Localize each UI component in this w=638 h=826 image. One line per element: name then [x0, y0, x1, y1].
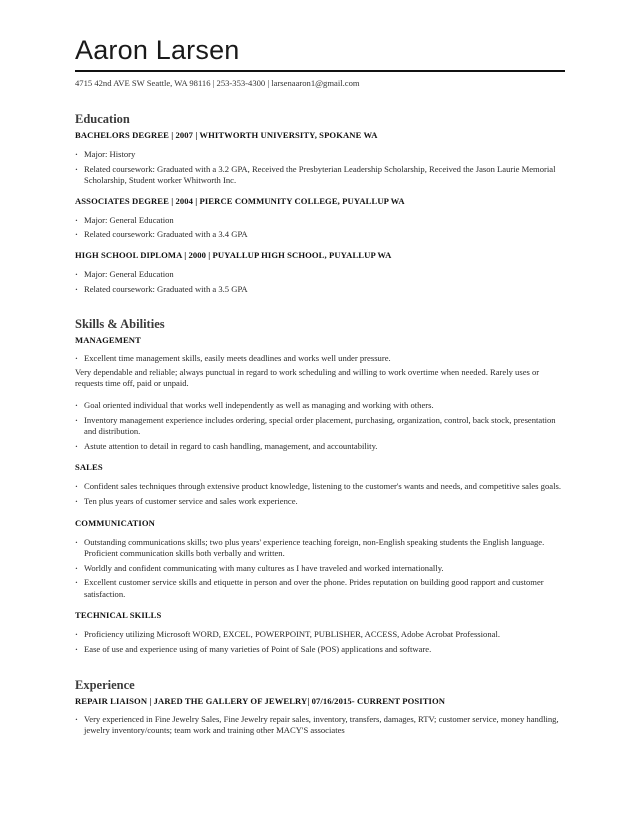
list-item: · Inventory management experience includes ordering, special order placement, purchasing, organization, control, back stock, presentation and distribution.: [75, 415, 565, 438]
skills-heading: Skills & Abilities: [75, 317, 165, 332]
list-item: · Worldly and confident communicating with many cultures as I have traveled and worked internationally.: [75, 563, 565, 575]
job-heading: REPAIR LIAISON | JARED THE GALLERY OF JEWELRY| 07/16/2015- CURRENT POSITION: [75, 695, 446, 706]
bullet-list: [75, 353, 565, 365]
list-item: · Excellent time management skills, easily meets deadlines and works well under pressure.: [75, 353, 565, 365]
degree-heading: HIGH SCHOOL DIPLOMA | 2000 | PUYALLUP HIGH SCHOOL, PUYALLUP WA: [75, 249, 392, 260]
management-paragraph: Very dependable and reliable; always punctual in regard to work scheduling and willing to work overtime when needed. Rarely uses or requests time off, paid or unpaid.: [75, 366, 540, 389]
skills-section: [75, 316, 565, 656]
resume-page: [75, 30, 565, 737]
list-item: · Confident sales techniques through extensive product knowledge, listening to the customer's wants and needs, and competitive sales goals.: [75, 481, 565, 493]
skill-group-technical: [75, 610, 565, 655]
skill-group-heading: COMMUNICATION: [75, 517, 155, 528]
bullet-list: [75, 481, 565, 507]
list-item: · Related coursework: Graduated with a 3.2 GPA, Received the Presbyterian Leadership Scholarship, Received the Jason Laurie Memorial Scholarship, Student worker Whitworth Inc.: [75, 164, 565, 187]
list-item: · Ease of use and experience using of many varieties of Point of Sale (POS) applications and software.: [75, 644, 565, 656]
list-item: · Excellent customer service skills and etiquette in person and over the phone. Prides reputation on building good rapport and customer satisfaction.: [75, 577, 565, 600]
skill-group-management: [75, 335, 565, 452]
list-item: · Very experienced in Fine Jewelry Sales, Fine Jewelry repair sales, inventory, transfers, damages, RTV; customer service, money handling, jewelry inventory/counts; team work and training other MACY'S associates: [75, 714, 565, 737]
bullet-list: [75, 269, 565, 295]
list-item: · Astute attention to detail in regard to cash handling, management, and accountability.: [75, 441, 565, 453]
list-item: · Proficiency utilizing Microsoft WORD, EXCEL, POWERPOINT, PUBLISHER, ACCESS, Adobe Acrobat Professional.: [75, 629, 565, 641]
list-item: · Goal oriented individual that works well independently as well as managing and working with others.: [75, 400, 565, 412]
bullet-list: [75, 149, 565, 187]
header-rule: [75, 70, 565, 72]
list-item: · Ten plus years of customer service and sales work experience.: [75, 496, 565, 508]
skill-group-heading: TECHNICAL SKILLS: [75, 610, 162, 621]
applicant-name: Aaron Larsen: [75, 35, 240, 65]
education-entry: [75, 130, 565, 187]
list-item: · Major: History: [75, 149, 565, 161]
bullet-list: [75, 537, 565, 601]
skill-group-heading: MANAGEMENT: [75, 335, 141, 346]
education-entry: [75, 196, 565, 241]
list-item: · Related coursework: Graduated with a 3.5 GPA: [75, 284, 565, 296]
degree-heading: BACHELORS DEGREE | 2007 | WHITWORTH UNIVERSITY, SPOKANE WA: [75, 130, 378, 140]
list-item: · Related coursework: Graduated with a 3.4 GPA: [75, 229, 565, 241]
education-entry: [75, 250, 565, 295]
skill-group-sales: [75, 462, 565, 507]
list-item: · Major: General Education: [75, 269, 565, 281]
skill-group-heading: SALES: [75, 462, 103, 473]
education-heading: Education: [75, 112, 130, 126]
experience-entry: [75, 696, 565, 737]
education-section: [75, 111, 565, 295]
experience-section: [75, 677, 565, 737]
degree-heading: ASSOCIATES DEGREE | 2004 | PIERCE COMMUNITY COLLEGE, PUYALLUP WA: [75, 195, 405, 206]
contact-line: 4715 42nd AVE SW Seattle, WA 98116 | 253-353-4300 | larsenaaron1@gmail.com: [75, 78, 360, 88]
bullet-list: [75, 400, 565, 452]
experience-heading: Experience: [75, 677, 135, 692]
skill-group-communication: [75, 518, 565, 601]
bullet-list: [75, 714, 565, 737]
bullet-list: [75, 629, 565, 655]
list-item: · Major: General Education: [75, 215, 565, 227]
list-item: · Outstanding communications skills; two plus years' experience teaching foreign, non-English speaking students the English language. Proficient communication skills both verbally and written.: [75, 537, 565, 560]
bullet-list: [75, 215, 565, 241]
